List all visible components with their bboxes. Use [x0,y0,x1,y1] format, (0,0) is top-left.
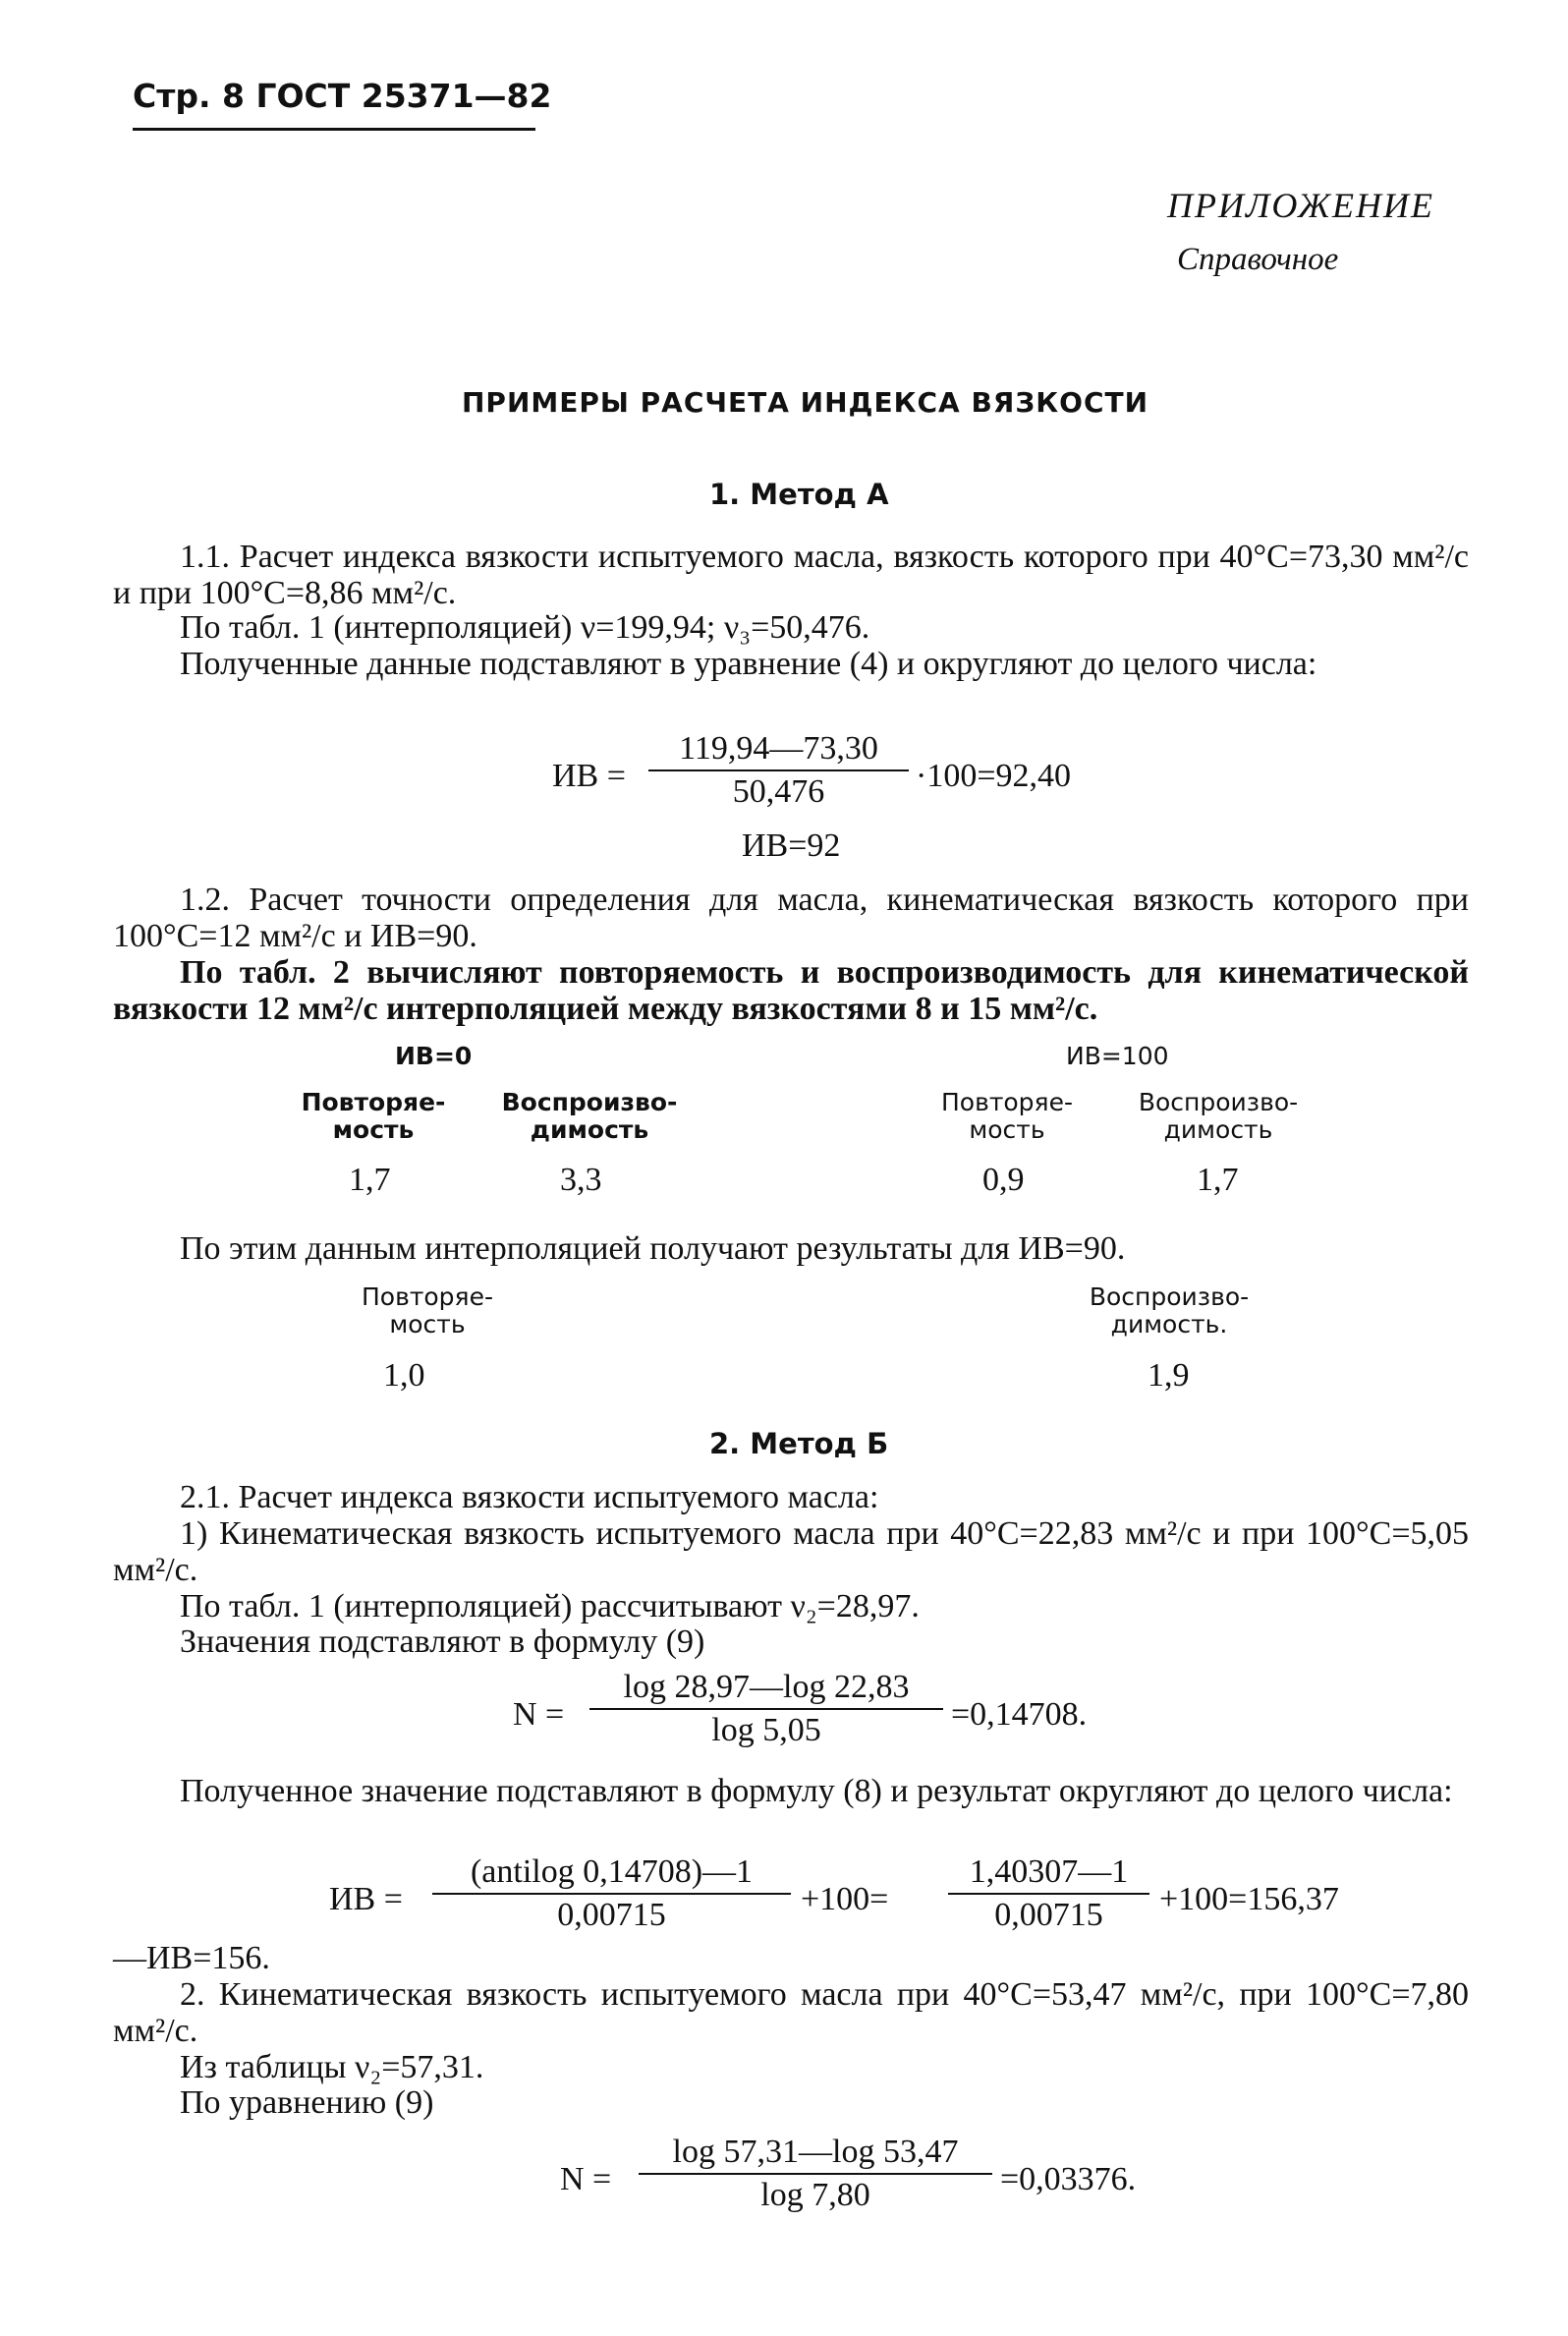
formula-a1-rhs: ·100=92,40 [916,758,1071,794]
method-b-heading: 2. Метод Б [709,1427,889,1460]
formula-b1-denominator: log 5,05 [711,1712,821,1748]
method-a-para-6: По этим данным интерполяцией получают результаты для ИВ=90. [180,1230,1126,1267]
fraction-bar [432,1893,791,1895]
result-reprod-value: 1,9 [1148,1357,1190,1394]
method-b-para-6: —ИВ=156. [113,1940,270,1976]
table-left-reprod-label: Воспроизво- димость [501,1088,678,1144]
formula-b1-lhs: N = [513,1696,565,1733]
appendix-title: ПРИЛОЖЕНИЕ [1167,186,1434,225]
formula-b3-lhs: N = [560,2161,612,2197]
formula-b3-denominator: log 7,80 [760,2177,870,2213]
fraction-bar [948,1893,1149,1895]
formula-b2-rhs: +100=156,37 [1159,1881,1339,1917]
method-b-para-7: 2. Кинематическая вязкость испытуемого масла при 40°С=53,47 мм²/с, при 100°С=7,80 мм²/с. [113,1976,1469,2049]
formula-b2-numerator-1: (antilog 0,14708)—1 [470,1853,754,1890]
method-b-para-5: Полученное значение подставляют в формулу (8) и результат округляют до целого числа: [180,1773,1453,1809]
method-b-para-2: 1) Кинематическая вязкость испытуемого масла при 40°С=22,83 мм²/с и при 100°С=5,05 мм²/с. [113,1515,1469,1588]
formula-b2-fraction-1 [432,1853,791,1934]
formula-b2-numerator-2: 1,40307—1 [969,1853,1129,1890]
table-left-reprod-value: 3,3 [560,1162,602,1198]
method-b-para-9: По уравнению (9) [180,2084,434,2121]
table-left-repeat-label: Повторяе- мость [301,1088,446,1144]
formula-a1-denominator: 50,476 [732,773,825,810]
method-b-para-1: 2.1. Расчет индекса вязкости испытуемого масла: [180,1479,879,1515]
formula-b1-numerator: log 28,97—log 22,83 [623,1669,910,1705]
fraction-bar [639,2173,992,2175]
formula-b1-fraction [589,1669,943,1749]
fraction-bar [589,1708,943,1710]
method-a-para-3: Полученные данные подставляют в уравнение (4) и округляют до целого числа: [180,646,1317,682]
formula-b2-lhs: ИВ = [329,1881,403,1917]
table-right-reprod-value: 1,7 [1197,1162,1239,1198]
formula-b3-rhs: =0,03376. [1000,2161,1137,2197]
formula-b3-fraction [639,2134,992,2214]
formula-b3-numerator: log 57,31—log 53,47 [672,2134,959,2170]
formula-a1-lhs: ИВ = [552,758,626,794]
method-a-para-4: 1.2. Расчет точности определения для масла, кинематическая вязкость которого при 100°С=12 мм²/с и ИВ=90. [113,882,1469,954]
method-b-para-3: По табл. 1 (интерполяцией) рассчитывают ν₂=28,97. [180,1588,920,1624]
formula-b2-denominator-1: 0,00715 [557,1897,666,1933]
table-right-repeat-label: Повторяе- мость [941,1088,1073,1144]
formula-b2-mid: +100= [801,1881,889,1917]
header-rule [133,128,535,131]
appendix-subtitle: Справочное [1177,242,1339,277]
table-left-repeat-value: 1,7 [349,1162,391,1198]
method-b-para-8: Из таблицы ν₂=57,31. [180,2049,484,2085]
table-right-title: ИВ=100 [1066,1042,1169,1070]
table-right-repeat-value: 0,9 [982,1162,1025,1198]
main-title: ПРИМЕРЫ РАСЧЕТА ИНДЕКСА ВЯЗКОСТИ [462,386,1149,419]
result-repeat-label: Повторяе- мость [362,1282,493,1339]
method-a-para-5: По табл. 2 вычисляют повторяемость и воспроизводимость для кинематической вязкости 12 мм²/с интерполяцией между вязкостями 8 и 15 мм²/с. [113,954,1469,1027]
formula-a1-fraction [648,730,909,811]
fraction-bar [648,769,909,771]
table-right-reprod-label: Воспроизво- димость [1138,1088,1299,1144]
page-header: Стр. 8 ГОСТ 25371—82 [133,77,552,115]
table-left-title: ИВ=0 [395,1042,473,1070]
formula-b1-rhs: =0,14708. [951,1696,1088,1733]
formula-b2-denominator-2: 0,00715 [994,1897,1103,1933]
method-b-para-4: Значения подставляют в формулу (9) [180,1624,705,1660]
result-repeat-value: 1,0 [383,1357,425,1394]
method-a-para-2: По табл. 1 (интерполяцией) ν=199,94; ν₃=50,476. [180,609,870,646]
result-reprod-label: Воспроизво- димость. [1089,1282,1250,1339]
formula-b2-fraction-2 [948,1853,1149,1934]
method-a-heading: 1. Метод А [709,478,889,511]
formula-a1-result: ИВ=92 [742,827,841,864]
formula-a1-numerator: 119,94—73,30 [679,730,878,767]
method-a-para-1: 1.1. Расчет индекса вязкости испытуемого масла, вязкость которого при 40°С=73,30 мм²/с и при 100°С=8,86 мм²/с. [113,539,1469,611]
